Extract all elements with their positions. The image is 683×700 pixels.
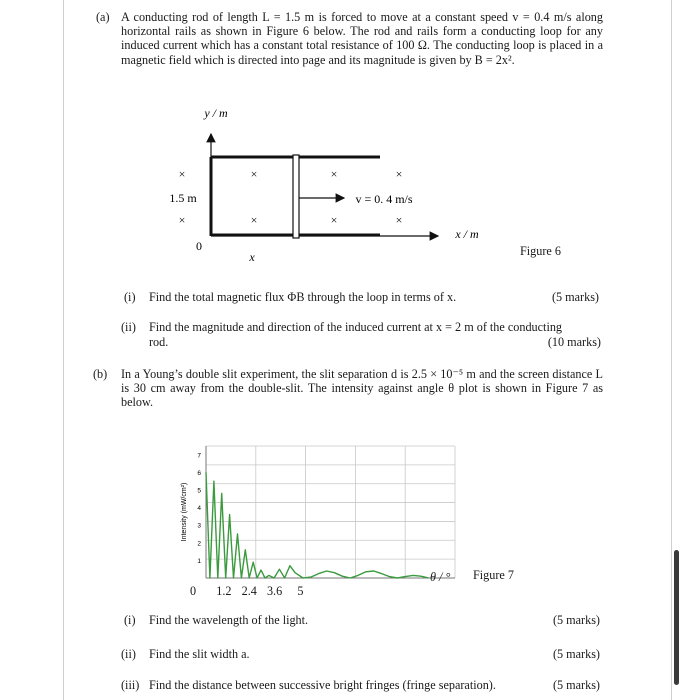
part-b-label: (b) (93, 367, 108, 381)
scrollbar-thumb[interactable] (674, 550, 679, 685)
part-b-text: In a Young’s double slit experiment, the slit separation d is 2.5 × 10⁻⁵ m and the screen distance L is 30 cm away from the double-slit. The intensity against angle θ plot is shown in Figure 7 as below. (121, 367, 603, 410)
page-left-edge (63, 0, 64, 700)
chart-grid (206, 446, 455, 578)
y-tick-label: 1 (197, 557, 201, 565)
conducting-rod (293, 155, 299, 238)
question-a-i-marks: (5 marks) (551, 290, 599, 304)
rod-length-label: 1.5 m (169, 191, 197, 205)
intensity-curve (206, 472, 429, 578)
field-cross-icon: × (250, 167, 258, 181)
chart-x-axis-label: θ / ° (430, 570, 451, 584)
chart-y-ticks (197, 452, 201, 565)
chart-x-ticks (190, 584, 303, 598)
part-a-label: (a) (96, 10, 110, 24)
field-cross-icon: × (178, 213, 186, 227)
y-tick-label: 5 (197, 487, 201, 495)
field-cross-icon: × (395, 167, 403, 181)
figure-7-caption: Figure 7 (473, 568, 514, 582)
question-a-ii-text-line1: Find the magnitude and direction of the induced current at x = 2 m of the conducting (149, 320, 563, 334)
field-cross-icon: × (395, 213, 403, 227)
y-axis-label: y / m (204, 106, 228, 120)
velocity-label: v = 0. 4 m/s (355, 192, 413, 206)
x-axis-label: x / m (455, 227, 479, 241)
question-b-i-marks: (5 marks) (552, 613, 600, 627)
x-tick-label: 2.4 (241, 584, 257, 598)
page-right-edge (671, 0, 672, 700)
question-a-ii-number: (ii) (121, 320, 136, 334)
chart-axes (206, 446, 455, 578)
x-position-marker: x (249, 250, 255, 264)
field-cross-icon: × (178, 167, 186, 181)
x-tick-label: 5 (297, 584, 304, 598)
field-cross-icon: × (330, 167, 338, 181)
chart-y-axis-label: Intensity (mW/cm²) (181, 482, 188, 542)
question-b-ii-marks: (5 marks) (552, 647, 600, 661)
x-tick-label: 0 (190, 584, 197, 598)
x-tick-label: 1.2 (216, 584, 232, 598)
y-tick-label: 6 (197, 469, 201, 477)
y-tick-label: 7 (197, 452, 201, 460)
question-b-ii-text: Find the slit width a. (149, 647, 250, 661)
field-cross-icon: × (330, 213, 338, 227)
part-a-text: A conducting rod of length L = 1.5 m is forced to move at a constant speed v = 0.4 m/s along horizontal rails as shown in Figure 6 below. The rod and rails form a conducting loop for any induced current which has a constant total resistance of 100 Ω. The conducting loop is placed in a magnetic field which is directed into page and its magnitude is given by B = 2x². (121, 10, 603, 67)
question-b-iii-number: (iii) (121, 678, 140, 692)
question-a-ii-marks: (10 marks) (547, 335, 601, 349)
y-tick-label: 2 (197, 540, 201, 548)
question-b-iii-marks: (5 marks) (552, 678, 600, 692)
field-cross-icon: × (250, 213, 258, 227)
question-b-i-number: (i) (124, 613, 136, 627)
question-a-i-number: (i) (124, 290, 136, 304)
figure-6-caption: Figure 6 (520, 244, 561, 258)
origin-label: 0 (196, 239, 202, 253)
question-b-iii-text: Find the distance between successive bright fringes (fringe separation). (149, 678, 496, 692)
question-b-i-text: Find the wavelength of the light. (149, 613, 309, 627)
question-a-i-text: Find the total magnetic flux ΦB through the loop in terms of x. (149, 290, 457, 304)
question-a-ii-text-line2: rod. (149, 335, 169, 349)
x-tick-label: 3.6 (266, 584, 283, 598)
question-b-ii-number: (ii) (121, 647, 136, 661)
y-tick-label: 4 (197, 505, 201, 513)
y-tick-label: 3 (197, 522, 201, 530)
